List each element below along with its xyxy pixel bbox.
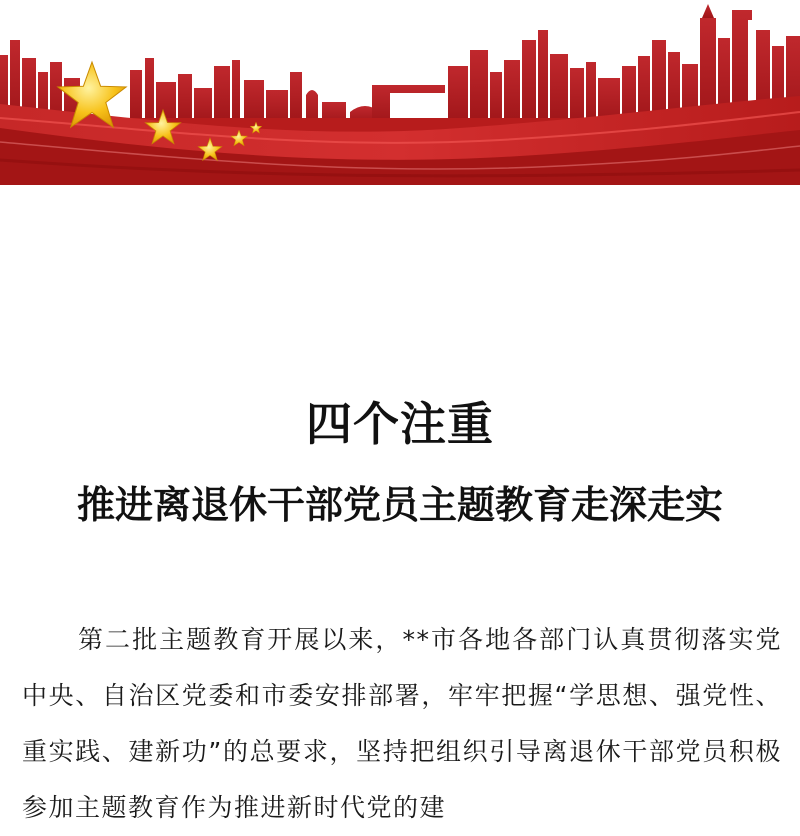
header-banner	[0, 0, 800, 185]
body-paragraph: 第二批主题教育开展以来，**市各地各部门认真贯彻落实党中央、自治区党委和市委安排部署，牢牢把握“学思想、强党性、重实践、建新功”的总要求，坚持把组织引导离退休干部党员积极参加主题教育作为推进新时代党的建	[22, 625, 782, 822]
page-subtitle: 推进离退休干部党员主题教育走深走实	[76, 483, 723, 527]
city-skyline	[0, 4, 800, 125]
page-title: 四个注重	[306, 397, 494, 451]
